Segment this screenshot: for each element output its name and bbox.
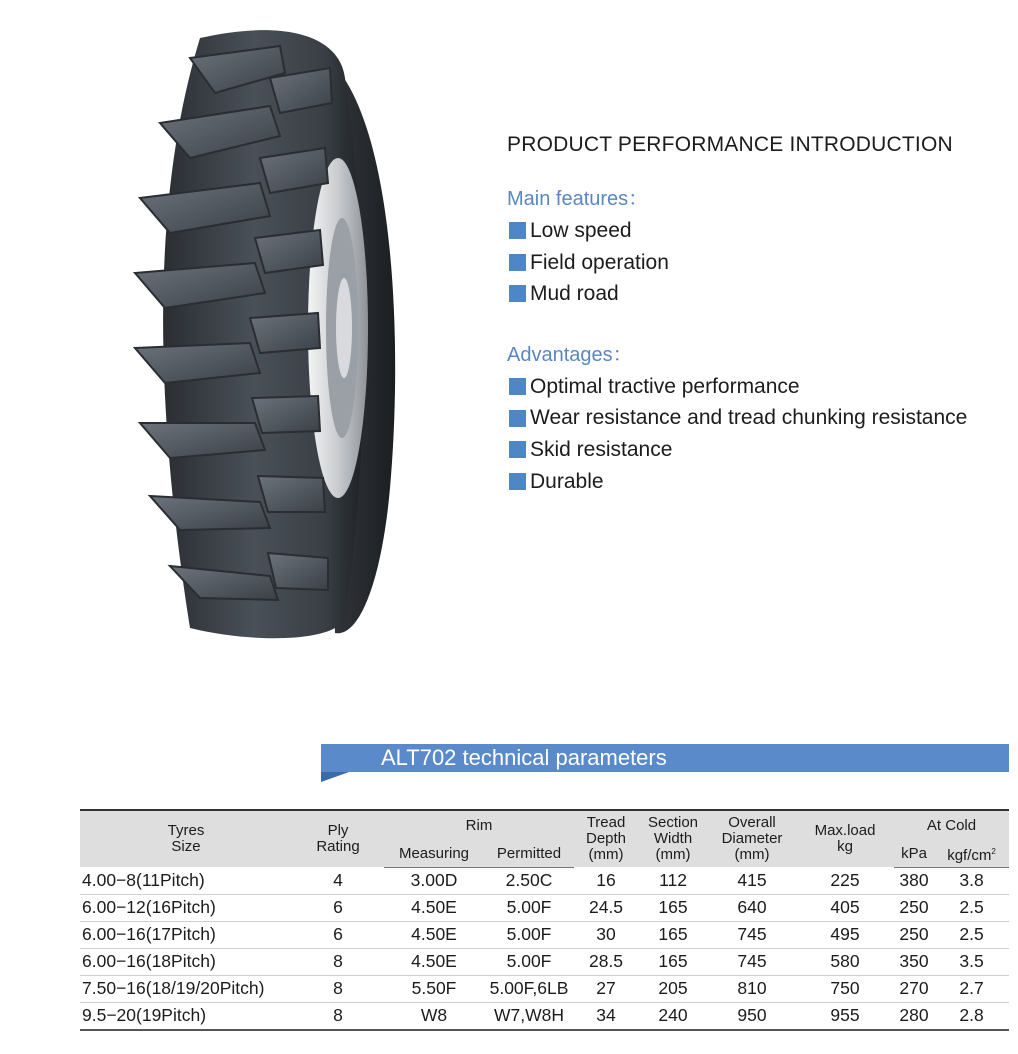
- advantages-heading: Advantages：: [507, 343, 633, 366]
- table-cell: 495: [796, 921, 894, 948]
- col-header-measuring: Measuring: [384, 841, 484, 867]
- advantage-item: Durable: [507, 466, 1012, 498]
- table-cell: 4: [292, 867, 384, 894]
- table-row: [80, 975, 1009, 1002]
- col-header-ply: Ply Rating: [292, 810, 384, 867]
- square-bullet-icon: [509, 473, 526, 490]
- col-header-overall: Overall Diameter (mm): [708, 810, 796, 867]
- table-cell: 4.50E: [384, 948, 484, 975]
- table-cell: 2.8: [934, 1002, 1009, 1030]
- table-cell: 405: [796, 894, 894, 921]
- table-cell: 205: [638, 975, 708, 1002]
- table-cell: 24.5: [574, 894, 638, 921]
- table-cell: 750: [796, 975, 894, 1002]
- square-bullet-icon: [509, 410, 526, 427]
- table-cell: 745: [708, 948, 796, 975]
- table-cell: 4.50E: [384, 921, 484, 948]
- parameters-table: [80, 809, 1009, 1031]
- table-cell: 6.00−12(16Pitch): [80, 894, 292, 921]
- table-row: [80, 921, 1009, 948]
- feature-item: Low speed: [507, 215, 1012, 247]
- product-intro: [507, 133, 1012, 497]
- table-cell: 3.00D: [384, 867, 484, 894]
- table-row: [80, 1002, 1009, 1030]
- table-row: [80, 894, 1009, 921]
- table-cell: W8: [384, 1002, 484, 1030]
- table-cell: 6: [292, 921, 384, 948]
- col-header-kgf: kgf/$cm^2$: [934, 841, 1009, 867]
- features-heading: Main features：: [507, 188, 649, 210]
- table-cell: 5.00F: [484, 921, 574, 948]
- table-cell: 6.00−16(17Pitch): [80, 921, 292, 948]
- table-cell: 27: [574, 975, 638, 1002]
- table-cell: 5.00F,6LB: [484, 975, 574, 1002]
- table-cell: 8: [292, 975, 384, 1002]
- col-header-section: Section Width (mm): [638, 810, 708, 867]
- table-cell: 5.00F: [484, 948, 574, 975]
- table-cell: 240: [638, 1002, 708, 1030]
- square-bullet-icon: [509, 285, 526, 302]
- table-cell: 3.5: [934, 948, 1009, 975]
- table-cell: 165: [638, 921, 708, 948]
- table-row: [80, 867, 1009, 894]
- table-cell: 415: [708, 867, 796, 894]
- table-cell: 350: [894, 948, 934, 975]
- table-cell: 165: [638, 894, 708, 921]
- table-cell: 380: [894, 867, 934, 894]
- table-header: [80, 810, 1009, 867]
- table-cell: 270: [894, 975, 934, 1002]
- table-cell: 7.50−16(18/19/20Pitch): [80, 975, 292, 1002]
- table-cell: 9.5−20(19Pitch): [80, 1002, 292, 1030]
- advantage-item: Skid resistance: [507, 434, 1012, 466]
- table-cell: 4.50E: [384, 894, 484, 921]
- table-cell: 112: [638, 867, 708, 894]
- feature-item: Field operation: [507, 247, 1012, 279]
- table-cell: 640: [708, 894, 796, 921]
- advantage-item: Wear resistance and tread chunking resistance: [507, 402, 1012, 434]
- table-cell: 8: [292, 1002, 384, 1030]
- tire-image: [120, 18, 420, 648]
- col-header-rim: Rim: [384, 810, 574, 841]
- square-bullet-icon: [509, 222, 526, 239]
- col-header-permitted: Permitted: [484, 841, 574, 867]
- table-cell: 2.50C: [484, 867, 574, 894]
- table-cell: 3.8: [934, 867, 1009, 894]
- table-cell: 950: [708, 1002, 796, 1030]
- col-header-kpa: kPa: [894, 841, 934, 867]
- col-header-maxload: Max.load kg: [796, 810, 894, 867]
- banner-title: ALT702 technical parameters: [381, 745, 667, 770]
- table-cell: 580: [796, 948, 894, 975]
- col-header-tread: Tread Depth (mm): [574, 810, 638, 867]
- table-cell: 280: [894, 1002, 934, 1030]
- table-cell: 250: [894, 921, 934, 948]
- table-cell: 745: [708, 921, 796, 948]
- table-cell: 34: [574, 1002, 638, 1030]
- table-cell: 6: [292, 894, 384, 921]
- square-bullet-icon: [509, 378, 526, 395]
- table-cell: 2.7: [934, 975, 1009, 1002]
- table-cell: W7,W8H: [484, 1002, 574, 1030]
- table-cell: 2.5: [934, 894, 1009, 921]
- advantage-item: Optimal tractive performance: [507, 371, 1012, 403]
- col-header-atcold: At Cold: [894, 810, 1009, 841]
- feature-item: Mud road: [507, 278, 1012, 310]
- square-bullet-icon: [509, 441, 526, 458]
- table-cell: 6.00−16(18Pitch): [80, 948, 292, 975]
- table-cell: 810: [708, 975, 796, 1002]
- table-cell: 955: [796, 1002, 894, 1030]
- table-cell: 2.5: [934, 921, 1009, 948]
- table-cell: 4.00−8(11Pitch): [80, 867, 292, 894]
- intro-title: PRODUCT PERFORMANCE INTRODUCTION: [507, 133, 953, 156]
- table-cell: 250: [894, 894, 934, 921]
- table-cell: 8: [292, 948, 384, 975]
- table-row: [80, 948, 1009, 975]
- table-cell: 5.00F: [484, 894, 574, 921]
- table-cell: 165: [638, 948, 708, 975]
- banner-fold: [321, 772, 349, 782]
- table-cell: 16: [574, 867, 638, 894]
- table-cell: 30: [574, 921, 638, 948]
- square-bullet-icon: [509, 254, 526, 271]
- table-cell: 28.5: [574, 948, 638, 975]
- table-cell: 225: [796, 867, 894, 894]
- table-cell: 5.50F: [384, 975, 484, 1002]
- col-header-size: Tyres Size: [80, 810, 292, 867]
